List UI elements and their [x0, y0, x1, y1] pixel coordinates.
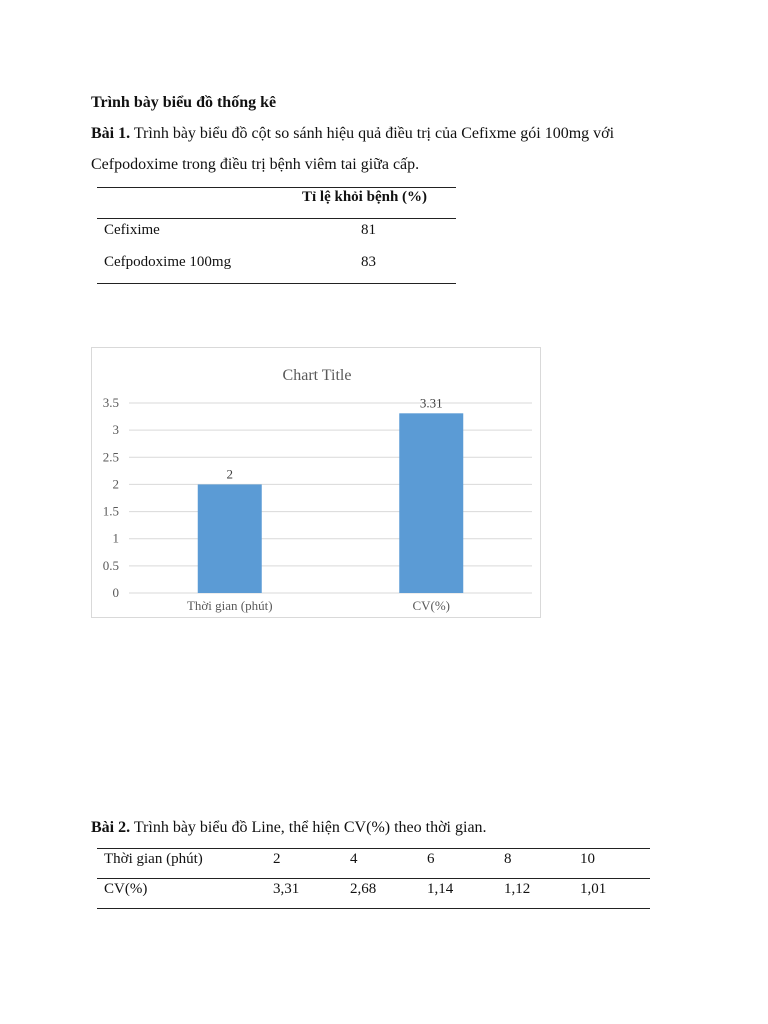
- chart-y-axis: [103, 395, 119, 600]
- chart-y-tick-label: 2: [112, 476, 119, 492]
- chart-title: Chart Title: [282, 367, 352, 384]
- chart-x-tick-label: Thời gian (phút): [186, 598, 273, 613]
- table-1-bottom-rule: [97, 283, 456, 284]
- exercise-1-line-2: Cefpodoxime trong điều trị bệnh viêm tai giữa cấp.: [91, 156, 420, 173]
- table-1-row-value: 83: [361, 254, 376, 270]
- table-2-mid-rule: [97, 878, 650, 879]
- chart-y-tick-label: 0: [112, 585, 119, 600]
- chart-y-tick-label: 1.5: [102, 503, 119, 519]
- table-2-top-rule: [97, 848, 650, 849]
- exercise-1-text: Trình bày biểu đồ cột so sánh hiệu quả điều trị của Cefixme gói 100mg với: [130, 125, 615, 142]
- table-1-row-value: 81: [361, 222, 376, 238]
- exercise-2-label: Bài 2.: [91, 819, 131, 836]
- chart-bar: [198, 484, 262, 593]
- table-2-cell: 8: [504, 851, 512, 867]
- table-2-cell: 6: [427, 851, 435, 867]
- exercise-2-line: [91, 819, 487, 837]
- table-1-top-rule: [97, 187, 456, 188]
- chart-data-label: 3.31: [419, 395, 443, 411]
- table-2-bottom-rule: [97, 908, 650, 909]
- table-1-row-name: Cefpodoxime 100mg: [104, 254, 232, 270]
- exercise-2-text: Trình bày biểu đồ Line, thể hiện CV(%) theo thời gian.: [130, 819, 487, 836]
- chart-y-tick-label: 3.5: [102, 395, 119, 410]
- chart-y-tick-label: 2.5: [102, 449, 119, 465]
- chart-x-tick-label: CV(%): [412, 598, 451, 613]
- table-2-cell: 2,68: [350, 881, 377, 897]
- chart-gridlines: [129, 403, 532, 593]
- table-2-cell: 3,31: [273, 881, 300, 897]
- chart-y-tick-label: 1: [112, 530, 119, 546]
- table-2-cell: 1,14: [427, 881, 454, 897]
- table-1-header-rule: [97, 218, 456, 219]
- exercise-1-label: Bài 1.: [91, 125, 131, 142]
- table-2-row-label: Thời gian (phút): [104, 851, 203, 867]
- bar-chart-svg: [92, 348, 540, 617]
- chart-y-tick-label: 3: [112, 422, 119, 438]
- table-1-header: Tỉ lệ khỏi bệnh (%): [302, 189, 428, 205]
- exercise-1-line-1: [91, 125, 614, 143]
- document-heading: Trình bày biểu đồ thống kê: [91, 94, 277, 111]
- table-2-row-label: CV(%): [104, 881, 148, 897]
- table-2-cell: 10: [580, 851, 595, 867]
- table-2-cell: 1,12: [504, 881, 531, 897]
- table-2-cell: 4: [350, 851, 358, 867]
- chart-data-label: 2: [226, 466, 233, 482]
- table-2-cell: 2: [273, 851, 281, 867]
- chart-y-tick-label: 0.5: [102, 557, 119, 573]
- table-2-cell: 1,01: [580, 881, 607, 897]
- chart-x-axis: [187, 598, 450, 613]
- table-1-row-name: Cefixime: [104, 222, 160, 238]
- bar-chart: [91, 347, 541, 618]
- chart-bar: [399, 413, 463, 593]
